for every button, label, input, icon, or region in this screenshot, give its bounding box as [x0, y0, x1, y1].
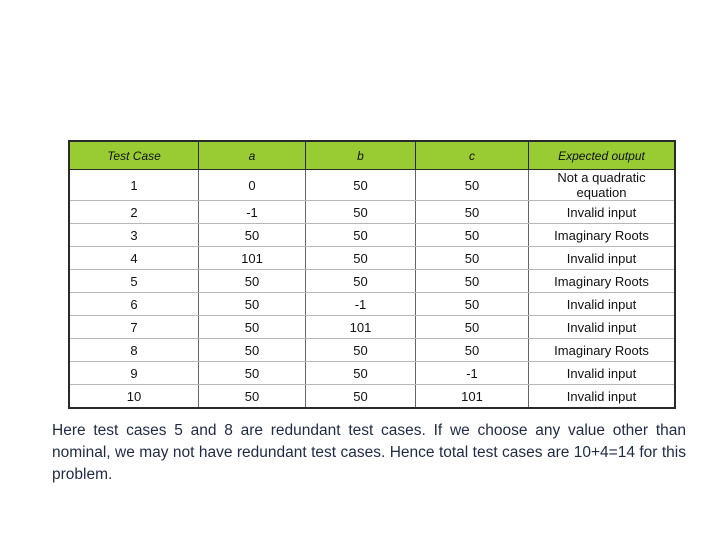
cell-expected-output: Invalid input: [529, 385, 676, 409]
cell-test-case: 8: [69, 339, 199, 362]
header-c: c: [416, 141, 529, 170]
table-row: [69, 385, 675, 409]
cell-test-case: 2: [69, 201, 199, 224]
cell-a: 0: [199, 170, 306, 201]
cell-test-case: 10: [69, 385, 199, 409]
header-b: b: [306, 141, 416, 170]
table-row: [69, 362, 675, 385]
cell-c: 50: [416, 224, 529, 247]
cell-test-case: 7: [69, 316, 199, 339]
table-row: [69, 201, 675, 224]
cell-expected-output: Imaginary Roots: [529, 224, 676, 247]
cell-test-case: 5: [69, 270, 199, 293]
cell-c: 50: [416, 170, 529, 201]
header-expected-output: Expected output: [529, 141, 676, 170]
cell-b: 50: [306, 362, 416, 385]
cell-test-case: 1: [69, 170, 199, 201]
cell-test-case: 3: [69, 224, 199, 247]
explanation-paragraph: Here test cases 5 and 8 are redundant test cases. If we choose any value other than nominal, we may not have redundant test cases. Hence total test cases are 10+4=14 for this problem.: [52, 422, 686, 483]
cell-a: 50: [199, 270, 306, 293]
cell-expected-output: Invalid input: [529, 201, 676, 224]
cell-c: 50: [416, 316, 529, 339]
table-row: [69, 316, 675, 339]
cell-a: 50: [199, 362, 306, 385]
cell-expected-output: Invalid input: [529, 362, 676, 385]
cell-expected-output: Invalid input: [529, 316, 676, 339]
cell-c: 50: [416, 201, 529, 224]
table-row: [69, 247, 675, 270]
table-row: [69, 170, 675, 201]
cell-b: 50: [306, 385, 416, 409]
cell-expected-output: Invalid input: [529, 247, 676, 270]
cell-a: 50: [199, 293, 306, 316]
cell-c: 101: [416, 385, 529, 409]
cell-b: 50: [306, 170, 416, 201]
cell-c: 50: [416, 270, 529, 293]
cell-b: 50: [306, 201, 416, 224]
cell-c: -1: [416, 362, 529, 385]
cell-a: 101: [199, 247, 306, 270]
cell-expected-output: Not a quadratic equation: [529, 170, 676, 201]
cell-a: -1: [199, 201, 306, 224]
cell-a: 50: [199, 224, 306, 247]
cell-expected-output: Imaginary Roots: [529, 339, 676, 362]
cell-a: 50: [199, 339, 306, 362]
header-a: a: [199, 141, 306, 170]
cell-expected-output: Imaginary Roots: [529, 270, 676, 293]
cell-c: 50: [416, 293, 529, 316]
table-header-row: [69, 141, 675, 170]
cell-b: 50: [306, 224, 416, 247]
table-row: [69, 270, 675, 293]
header-test-case: Test Case: [69, 141, 199, 170]
cell-test-case: 9: [69, 362, 199, 385]
cell-b: 50: [306, 339, 416, 362]
table-row: [69, 293, 675, 316]
cell-c: 50: [416, 339, 529, 362]
cell-b: 50: [306, 247, 416, 270]
cell-c: 50: [416, 247, 529, 270]
cell-b: -1: [306, 293, 416, 316]
cell-a: 50: [199, 385, 306, 409]
test-case-table: [68, 140, 676, 409]
table-row: [69, 339, 675, 362]
cell-expected-output: Invalid input: [529, 293, 676, 316]
cell-test-case: 4: [69, 247, 199, 270]
table-row: [69, 224, 675, 247]
cell-a: 50: [199, 316, 306, 339]
cell-test-case: 6: [69, 293, 199, 316]
cell-b: 101: [306, 316, 416, 339]
cell-b: 50: [306, 270, 416, 293]
